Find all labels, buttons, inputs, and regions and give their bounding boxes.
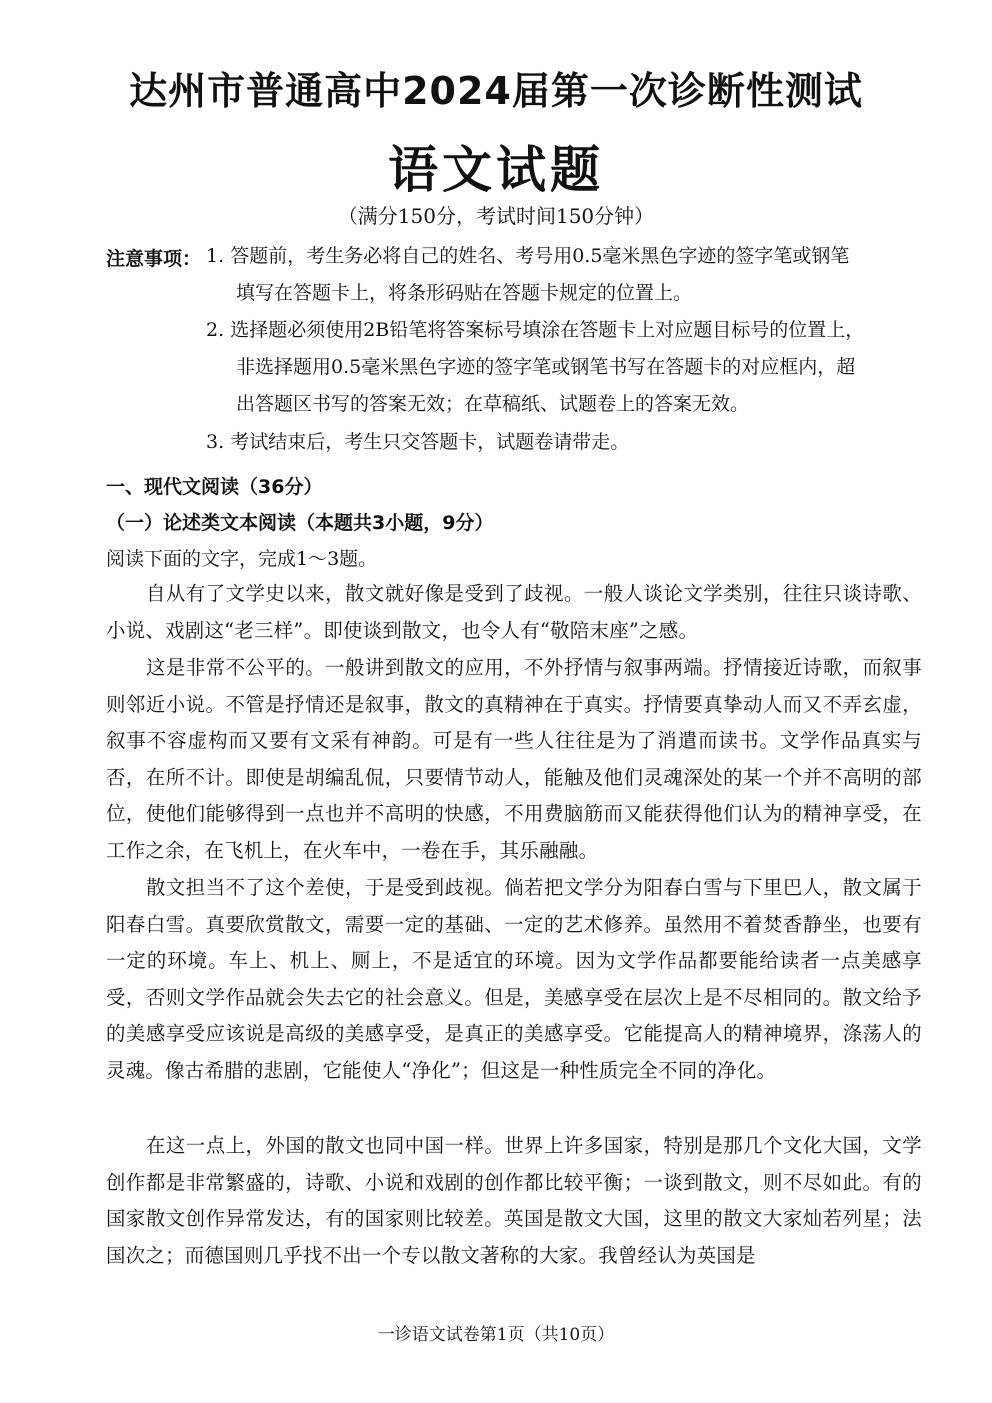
notice-item-num: 2. (206, 319, 225, 341)
paragraph-1: 自从有了文学史以来，散文就好像是受到了歧视。一般人谈论文学类别，往往只谈诗歌、小说、戏剧这“老三样”。即使谈到散文，也令人有“敬陪末座”之感。 (106, 582, 922, 642)
score-time: （满分150分，考试时间150分钟） (337, 204, 655, 228)
notice-item-cont2: 出答题区书写的答案无效；在草稿纸、试题卷上的答案无效。 (236, 393, 750, 415)
subject-title: 语文试题 (388, 141, 604, 199)
notice-item-text: 选择题必须使用2B铅笔将答案标号填涂在答题卡上对应题目标号的位置上， (230, 319, 865, 341)
paragraph-2: 这是非常不公平的。一般讲到散文的应用，不外抒情与叙事两端。抒情接近诗歌，而叙事则邻近小说。不管是抒情还是叙事，散文的真精神在于真实。抒情要真挚动人而又不弄玄虚，叙事不容虚构而又要有文采有神韵。可是有一些人往往是为了消遣而读书。文学作品真实与否，在所不计。即使是胡编乱侃，只要情节动人，能触及他们灵魂深处的某一个并不高明的部位，使他们能够得到一点也并不高明的快感，不用费脑筋而又能获得他们认为的精神享受，在工作之余，在飞机上，在火车中，一卷在手，其乐融融。 (106, 656, 922, 862)
notice-item-cont: 非选择题用0.5毫米黑色字迹的签字笔或钢笔书写在答题卡的对应框内，超 (236, 356, 856, 378)
notice-item-2 (206, 312, 926, 423)
subsection-title: （一）论述类文本阅读（本题共3小题，9分） (106, 512, 494, 534)
exam-title: 达州市普通高中2024届第一次诊断性测试 (129, 69, 863, 113)
notice-item-num: 1. (206, 245, 225, 267)
notice-item-text: 考试结束后，考生只交答题卡，试题卷请带走。 (230, 431, 630, 453)
notice-item-num: 3. (206, 431, 225, 453)
notice-item-1 (206, 238, 926, 312)
paragraph-4: 在这一点上，外国的散文也同中国一样。世界上许多国家，特别是那几个文化大国，文学创作都是非常繁盛的，诗歌、小说和戏剧的创作都比较平衡；一谈到散文，则不尽如此。有的国家散文创作异常发达，有的国家则比较差。英国是散文大国，这里的散文大家灿若列星；法国次之；而德国则几乎找不出一个专以散文著称的大家。我曾经认为英国是 (106, 1134, 922, 1267)
reading-instruction: 阅读下面的文字，完成1～3题。 (106, 548, 378, 570)
notice-item-cont: 填写在答题卡上，将条形码贴在答题卡规定的位置上。 (236, 282, 693, 304)
notice-item-3 (206, 424, 926, 461)
notice-item-text: 答题前，考生务必将自己的姓名、考号用0.5毫米黑色字迹的签字笔或钢笔 (230, 245, 850, 267)
page-footer: 一诊语文试卷第1页（共10页） (377, 1325, 615, 1345)
paragraph-3: 散文担当不了这个差使，于是受到歧视。倘若把文学分为阳春白雪与下里巴人，散文属于阳春白雪。真要欣赏散文，需要一定的基础、一定的艺术修养。虽然用不着焚香静坐，也要有一定的环境。车上、机上、厕上，不是适宜的环境。因为文学作品都要能给读者一点美感享受，否则文学作品就会失去它的社会意义。但是，美感享受在层次上是不尽相同的。散文给予的美感享受应该说是高级的美感享受，是真正的美感享受。它能提高人的精神境界，涤荡人的灵魂。像古希腊的悲剧，它能使人“净化”；但这是一种性质完全不同的净化。 (106, 876, 922, 1082)
notice-label: 注意事项： (106, 248, 202, 270)
section-title: 一、现代文阅读（36分） (106, 476, 323, 498)
